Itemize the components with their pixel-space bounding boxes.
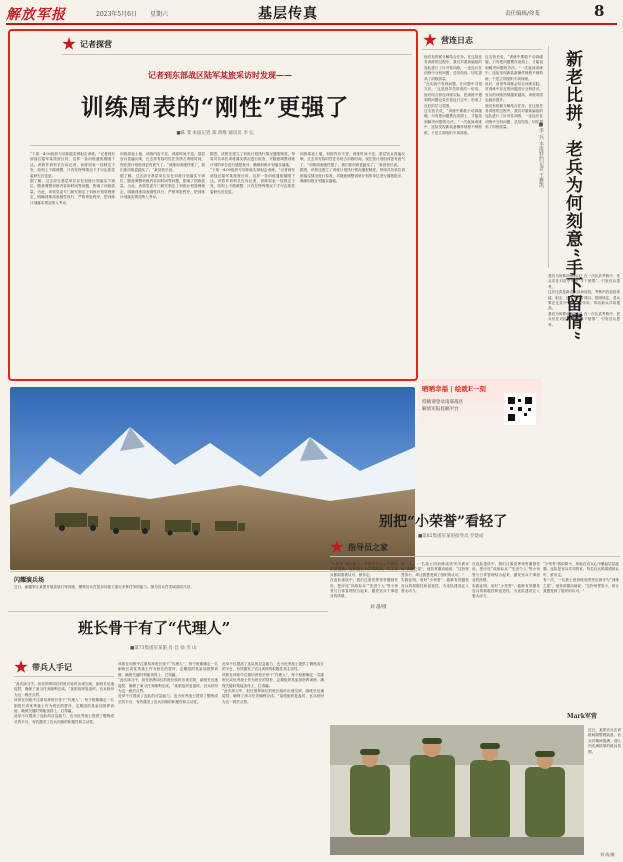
feature-rule <box>30 145 400 146</box>
bottom-column-rule <box>14 676 114 677</box>
side-feature-byline: ■李 兵 本报特约记者 王雅凯 <box>538 122 544 188</box>
soldiers-photo <box>330 725 584 855</box>
masthead-weekday: 星期六 <box>150 11 169 18</box>
feature-column-1 <box>30 152 115 372</box>
log-column-label: 营连日志 <box>441 35 473 45</box>
photo-caption-title: 闪耀演兵场 <box>14 577 45 584</box>
qr-code-icon[interactable] <box>504 393 536 425</box>
honor-column-4: “小荣誉”看似微小，却能在官兵心中激起层层涟漪。连队是官兵共同的家，每名官兵都渴望被认可、被肯定。 有一次，一名战士因训练成绩突出被评为“训练之星”，他非常激动地说：“这份荣誉虽小，却让我感受到了组织的认可。” <box>543 562 619 594</box>
bottom-column-3: 此举不仅提高了连队的应急能力，也为优秀战士提供了锻炼成长的平台，有效激发了官兵训练的积极性和主动性。 该旅在训练中注重培养班长骨干“代理人”，每个班都确定一名副班长或优秀战士作为班长的替补，定期组织其参加指挥训练，确保关键时刻能顶得上、打得赢。 “此次演习中，担任指挥岗位的班长临时出现空缺，副班长迅速接替，确保了演习任务顺利完成。”某旅组织复盘时，官兵纷纷为这一做法点赞。 <box>222 662 324 704</box>
honor-column-2: 有一次，一名战士因训练成绩突出被评为“训练之星”，他非常激动地说：“这份荣誉虽小，却让我感受到了组织的认可。” 实践证明，用好“小荣誉”，能够有效激发官兵的积极性和创造性，为连队建设注入强大动力。 <box>401 562 469 594</box>
mark-column-label: Mark军营 <box>567 713 597 720</box>
feature-column-2 <box>120 152 205 372</box>
feature-byline: ■陈 斐 本报记者 郑 鸿维 通讯员 李 弘 <box>176 131 254 136</box>
log-column-1: 他们有时候分解结合任务。在这组任务训练的过程中，我们对重新编组的连队进行了针对性训练，一连连长在训练中分析问题、总结经验，切实提高了训练质量。 “在实践中发现问题，在问题中寻找方法。”这是指导员常说的一句话。他们结合营连训练实际，把训练中遇到的问题记录在营连日志中，形成了良好的学习氛围。 这名营长说，“训练中要敢于动真碰硬，只有把问题摆在桌面上，才能找到解决问题的办法。”一次夜间训练中，连队发现新装备操作规程不够熟练，于是立即组织专项训练。 <box>424 55 482 135</box>
feature-paragraph: 据了解，过去部分基层单位存在训练计划落实不到位、随意调整训练内容和时间等问题，影响了训练质量。为此，该旅党委专门研究制定了训练计划管理规定，明确训练周表刚性执行，严格审批程序，把训练计划落实情况纳入考评。 <box>30 179 115 205</box>
feature-headline: 训练周表的“刚性”更强了 <box>80 94 350 121</box>
editor-credit: 责任编辑/徐斐 <box>505 11 540 17</box>
feature-column-4 <box>300 152 405 372</box>
bottom-column-label: 带兵人手记 <box>32 662 72 672</box>
log-rule <box>422 49 542 50</box>
feature-paragraph: 训练周表上墙，训练内容不变，训练时间不变。基层官兵普遍反映，过去常有临时性任务挤占训练时间，现在按计划组训更有底气了。“训练周表刚性强了，我们抓训练更踏实了。”某营营长说。 <box>300 152 405 167</box>
section-rule <box>8 611 328 612</box>
promo-banner[interactable] <box>418 379 542 437</box>
side-feature-box <box>548 46 620 268</box>
bottom-column-2: 该旅在训练中注重培养班长骨干“代理人”，每个班都确定一名副班长或优秀战士作为班长的替补，定期组织其参加指挥训练，确保关键时刻能顶得上、打得赢。 “此次演习中，担任指挥岗位的班长临时出现空缺，副班长迅速接替，确保了演习任务顺利完成。”某旅组织复盘时，官兵纷纷为这一做法点赞。 此举不仅提高了连队的应急能力，也为优秀战士提供了锻炼成长的平台，有效激发了官兵训练的积极性和主动性。 <box>118 662 218 704</box>
photo-credit: 刘 越/摄 <box>370 605 387 610</box>
honor-column-label: 指导员之家 <box>348 542 388 552</box>
feature-paragraph: 据悉，该旅还建立了训练计划执行情况通报制度，每周对各单位训练落实情况进行检查，对随意调整训练计划的单位进行通报批评，确保训练计划落实落地。 <box>300 168 405 184</box>
section-title: 基层传真 <box>258 6 318 22</box>
column-rule <box>62 54 412 55</box>
feature-paragraph: 训练周表上墙，训练内容不变，训练时间不变。基层官兵普遍反映，过去常有临时性任务挤占训练时间，现在按计划组训更有底气了。“训练周表刚性强了，我们抓训练更踏实了。”某营营长说。 <box>120 152 205 173</box>
log-column-2: 这名营长说，“训练中要敢于动真碰硬，只有把问题摆在桌面上，才能找到解决问题的办法。”一次夜间训练中，连队发现新装备操作规程不够熟练，于是立即组织专项训练。 此后，营里每周都会结合训练实际，对训练中存在的问题进行分析讲评，官兵的训练热情越来越高，训练成绩也稳步提升。 他们有时候分解结合任务。在这组任务训练的过程中，我们对重新编组的连队进行了针对性训练，一连连长在训练中分析问题、总结经验，切实提高了训练质量。 <box>485 55 543 130</box>
masthead-date: 2023年5月6日 <box>96 11 137 18</box>
feature-paragraph: “下周一4:00组织专项体能实弹射击训练。”记者到东部战区陆军某旅营区时，这样一条训练通知刚刚下达。该旅作训科长告诉记者，训练周表一经制定下发，原则上不做调整，只有在特殊情况下才可由旅党委研究后变更。 <box>30 152 115 178</box>
side-feature-body: 我们为何要训练新兵？在一次比武考核中，老兵们在对抗中刻意“手下留情”，引发官兵思考。 这次比武是新老兵同场竞技，考核内容包括体能、射击、战术等多个课目。按照规定，老兵要在比武中发挥示范作用，带动新兵共同提高。 我们为何要训练新兵？在一次比武考核中，老兵们在对抗中刻意“手下留情”，引发官兵思考。 <box>548 274 620 327</box>
honor-headline: 别把“小荣誉”看轻了 <box>379 514 508 530</box>
feature-column-3 <box>210 152 295 372</box>
feature-subhead: 记者到东部战区陆军某旅采访时发现—— <box>148 70 292 80</box>
bottom-byline: ■第73集团军某旅 肖 佳 徐 雪 山 <box>130 646 197 651</box>
star-icon <box>423 33 437 47</box>
page-number: 8 <box>594 2 605 20</box>
mark-caption: 近日，某旅官兵在训练间隙整理装备，官兵们精神饱满，营区内充满浓厚的练兵氛围。 <box>588 728 621 754</box>
column-label: 记者探营 <box>80 39 112 49</box>
promo-subtitle: 投稿请登录南部战区 解放军报投稿平台 <box>422 400 464 412</box>
photo-caption-text: 近日，新疆军区某团开展高原行军训练，锤炼官兵在复杂环境下遂行多种任务的能力。图为官兵在雪域高原开进。 <box>14 585 194 589</box>
honor-byline: ■第82集团军某团指导员 罗建成 <box>418 534 484 539</box>
mark-credit: 刘 萌/摄 <box>600 852 615 857</box>
honor-rule <box>330 556 620 557</box>
promo-title: 晒晒幸福 | 绘就E一刻 <box>422 385 486 393</box>
feature-paragraph: “下周一4:00组织专项体能实弹射击训练。”记者到东部战区陆军某旅营区时，这样一条训练通知刚刚下达。该旅作训科长告诉记者，训练周表一经制定下发，原则上不做调整，只有在特殊情况下才可由旅党委研究后变更。 <box>210 168 295 194</box>
feature-paragraph: 据了解，过去部分基层单位存在训练计划落实不到位、随意调整训练内容和时间等问题，影响了训练质量。为此，该旅党委专门研究制定了训练计划管理规定，明确训练周表刚性执行，严格审批程序，把训练计划落实情况纳入考评。 <box>120 173 205 200</box>
bottom-headline: 班长骨干有了“代理人” <box>78 619 231 637</box>
masthead-logo: 解放军报 <box>6 7 66 23</box>
side-feature-headline: 新老比拼，老兵为何刻意“手下留情” <box>562 50 582 342</box>
masthead-rule <box>6 23 617 25</box>
honor-column-3: 在连队建设中，我们注重发挥荣誉激励作用，把评选“训练标兵”“先进个人”等小荣誉与日常管理结合起来，激发官兵干事创业的热情。 实践证明，用好“小荣誉”，能够有效激发官兵的积极性和创造性，为连队建设注入强大动力。 <box>472 562 540 599</box>
star-icon <box>14 660 28 674</box>
honor-column-1: “小荣誉”看似微小，却能在官兵心中激起层层涟漪。连队是官兵共同的家，每名官兵都渴望被认可、被肯定。 在连队建设中，我们注重发挥荣誉激励作用，把评选“训练标兵”“先进个人”等小荣誉与日常管理结合起来，激发官兵干事创业的热情。 <box>330 562 398 599</box>
feature-paragraph: 据悉，该旅还建立了训练计划执行情况通报制度，每周对各单位训练落实情况进行检查，对随意调整训练计划的单位进行通报批评，确保训练计划落实落地。 <box>210 152 295 167</box>
bottom-column-1: “此次演习中，担任指挥岗位的班长临时出现空缺，副班长迅速接替，确保了演习任务顺利完成。”某旅组织复盘时，官兵纷纷为这一做法点赞。 该旅在训练中注重培养班长骨干“代理人”，每个班都确定一名副班长或优秀战士作为班长的替补，定期组织其参加指挥训练，确保关键时刻能顶得上、打得赢。 此举不仅提高了连队的应急能力，也为优秀战士提供了锻炼成长的平台，有效激发了官兵训练的积极性和主动性。 <box>14 682 114 724</box>
